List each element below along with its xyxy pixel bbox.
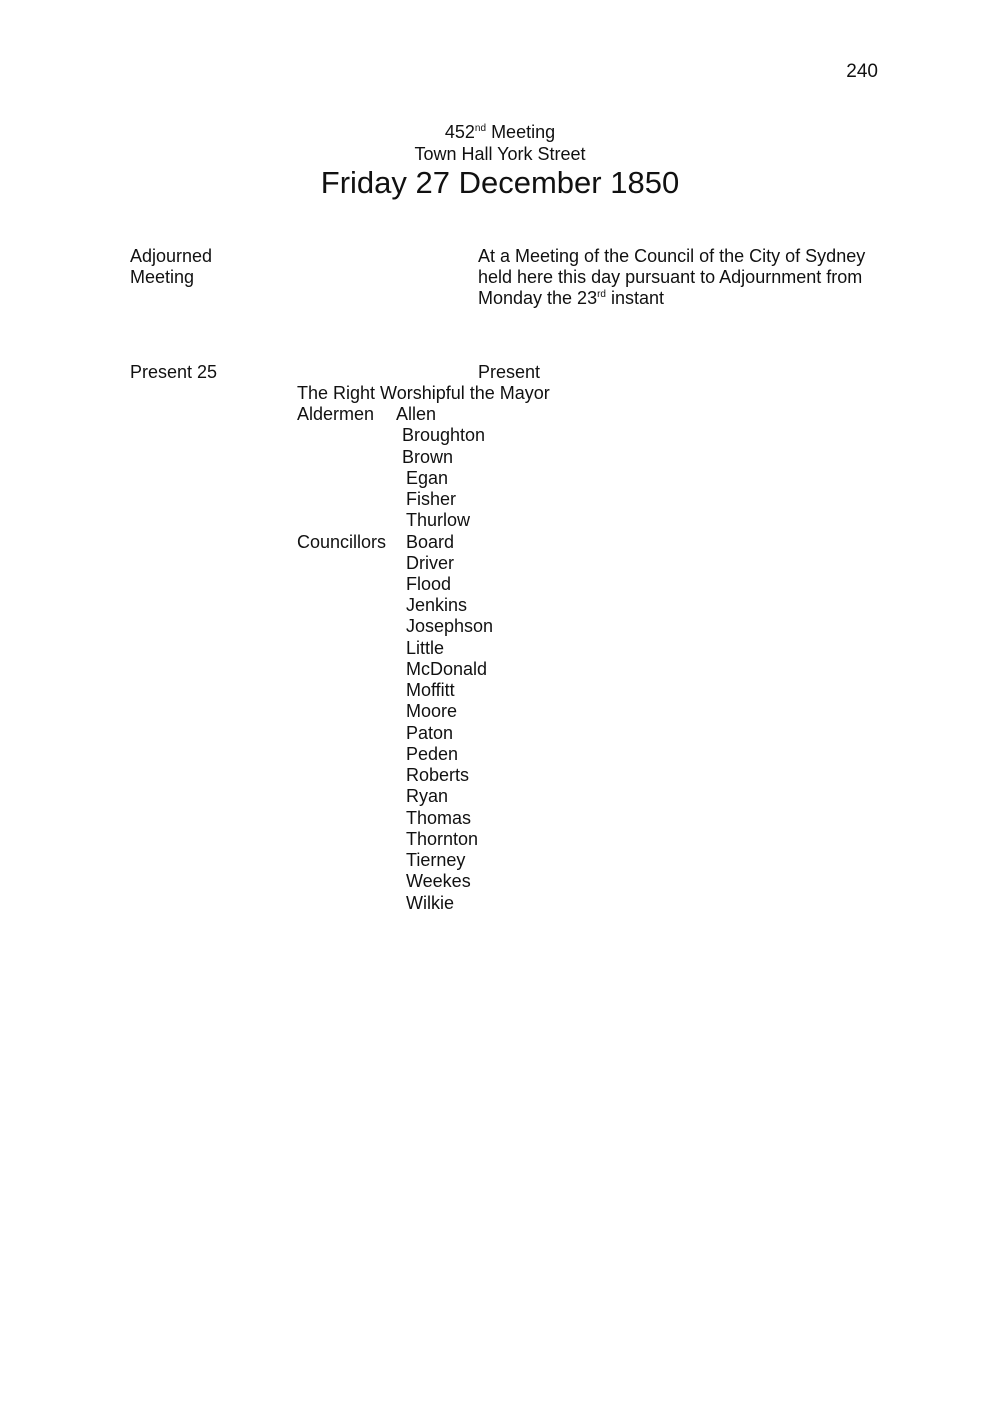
councillor-name: Moore	[406, 701, 458, 721]
intro-line-2: held here this day pursuant to Adjournment from	[478, 267, 863, 287]
councillor-name: McDonald	[406, 659, 488, 679]
present-heading: Present	[478, 362, 541, 382]
margin-note	[130, 246, 330, 288]
councillors-label: Councillors	[297, 532, 387, 552]
meeting-word: Meeting	[491, 122, 556, 142]
meeting-number-value: 452	[444, 122, 475, 142]
councillor-name: Thornton	[406, 829, 479, 849]
intro-line-3-prefix: Monday the 23	[478, 288, 598, 308]
intro-line-3	[478, 288, 898, 309]
councillor-name: Roberts	[406, 765, 470, 785]
alderman-name: Fisher	[406, 489, 457, 509]
aldermen-label: Aldermen	[297, 404, 375, 424]
councillor-name: Ryan	[406, 786, 449, 806]
margin-note-line-1: Adjourned	[130, 246, 213, 266]
alderman-name: Egan	[406, 468, 449, 488]
alderman-name: Broughton	[402, 425, 486, 445]
councillor-name: Paton	[406, 723, 454, 743]
meeting-date: Friday 27 December 1850	[320, 165, 680, 200]
councillor-name: Flood	[406, 574, 452, 594]
intro-line-3-suffix: rd	[597, 289, 606, 300]
alderman-name: Thurlow	[406, 510, 471, 530]
councillor-name: Tierney	[406, 850, 466, 870]
present-count: Present 25	[130, 362, 218, 382]
councillor-name: Wilkie	[406, 893, 454, 913]
intro-line-1: At a Meeting of the Council of the City of Sydney	[478, 246, 866, 266]
presiding-officer: The Right Worshipful the Mayor	[297, 383, 550, 403]
intro-line-3-rest: instant	[611, 288, 665, 308]
councillor-name: Little	[406, 638, 445, 658]
alderman-name: Brown	[402, 447, 454, 467]
intro-paragraph	[478, 246, 898, 309]
margin-note-line-2: Meeting	[130, 267, 195, 287]
councillor-name: Driver	[406, 553, 454, 573]
councillor-name: Peden	[406, 744, 459, 764]
meeting-number	[0, 122, 1000, 143]
councillor-name: Thomas	[406, 808, 472, 828]
page-number: 240	[846, 61, 878, 82]
councillor-name: Weekes	[406, 871, 471, 891]
councillor-name: Josephson	[406, 616, 494, 636]
councillor-name: Board	[406, 532, 455, 552]
alderman-name: Allen	[396, 404, 437, 424]
meeting-number-suffix: nd	[474, 123, 487, 134]
councillor-name: Jenkins	[406, 595, 468, 615]
meeting-venue: Town Hall York Street	[414, 144, 586, 164]
councillor-name: Moffitt	[406, 680, 455, 700]
